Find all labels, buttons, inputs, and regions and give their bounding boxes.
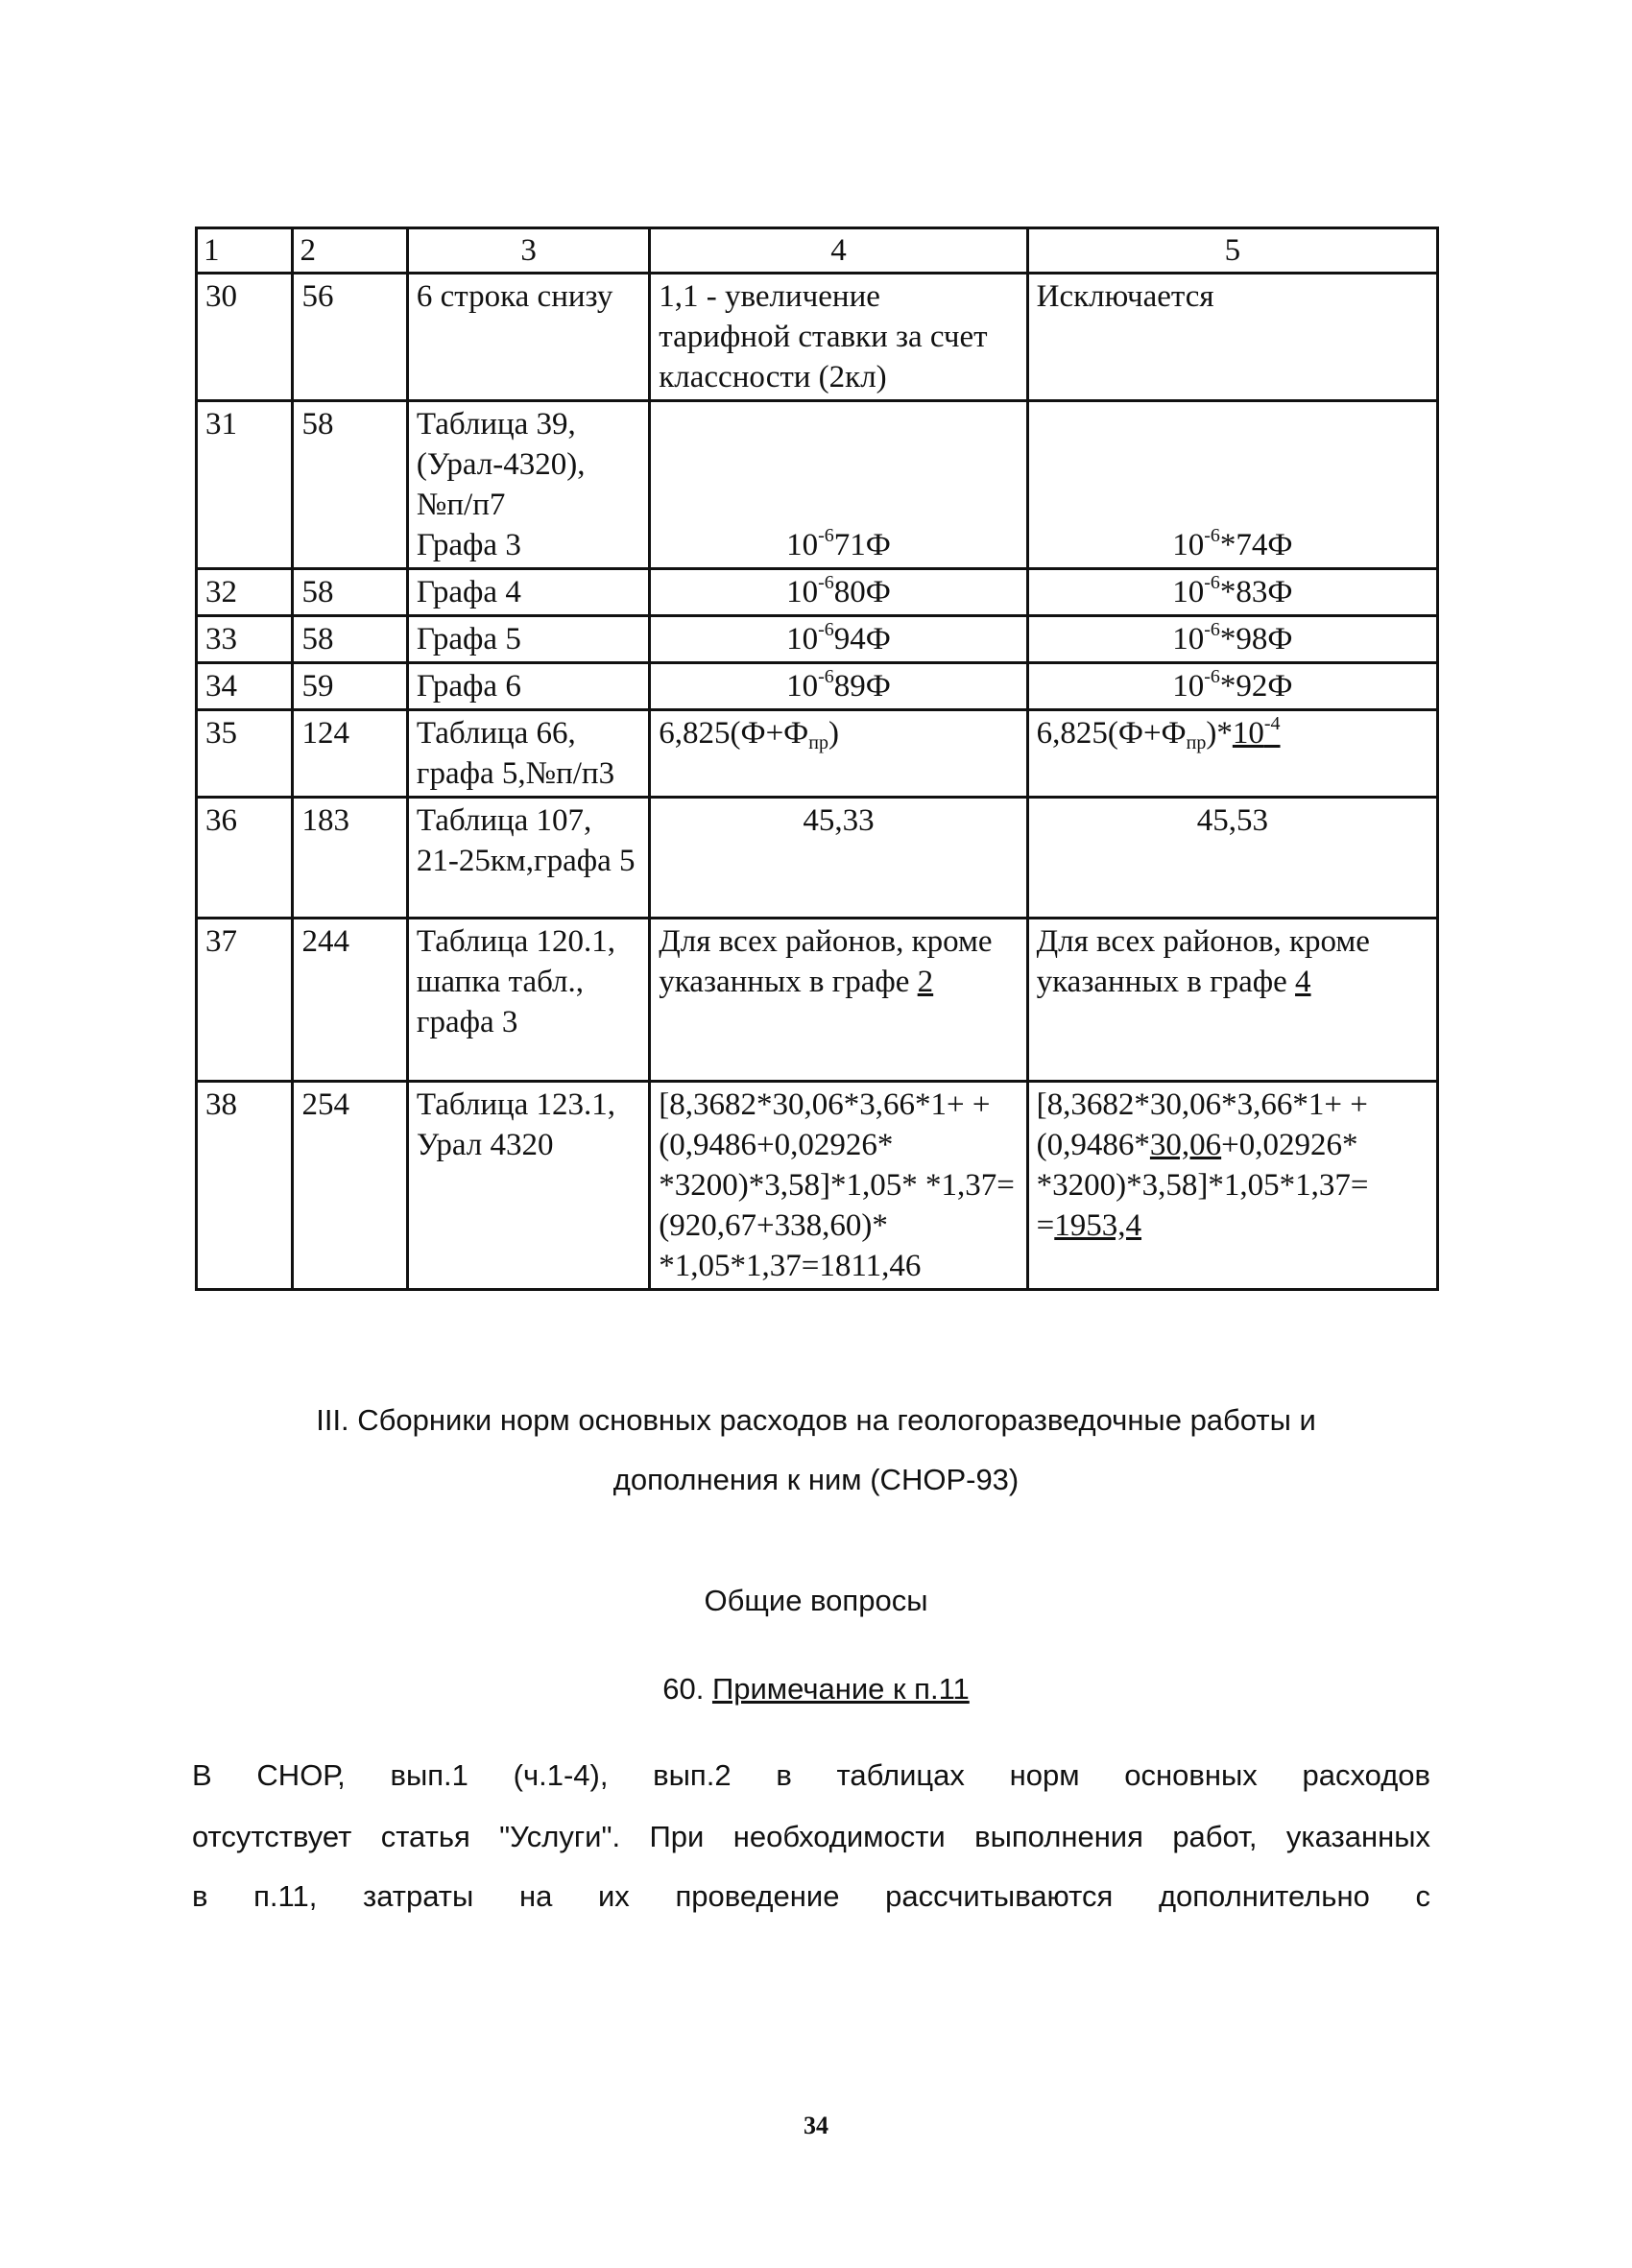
row-number: 36 <box>197 798 293 919</box>
location-cell: Графа 6 <box>407 663 649 710</box>
item-heading <box>0 1672 1632 1707</box>
table-row <box>197 919 1438 1082</box>
page-cell: 58 <box>293 401 407 569</box>
page-cell: 124 <box>293 710 407 798</box>
printed-cell: 1,1 - увеличение тарифной ставки за счет классности (2кл) <box>650 274 1027 401</box>
paragraph-line: В СНОР, вып.1 (ч.1-4), вып.2 в таблицах норм основных расходов <box>192 1758 1430 1792</box>
table-row <box>197 663 1438 710</box>
printed-cell: [8,3682*30,06*3,66*1+ +(0,9486+0,02926* *3200)*3,58]*1,05* *1,37=(920,67+338,60)* *1,05*1,37=1811,46 <box>650 1082 1027 1290</box>
page-number: 34 <box>804 2112 828 2139</box>
item-title: Примечание к п.11 <box>711 1672 970 1706</box>
row-number: 35 <box>197 710 293 798</box>
page-cell: 244 <box>293 919 407 1082</box>
corrected-cell: Исключается <box>1027 274 1437 401</box>
location-column: Графа 3 <box>416 528 521 562</box>
corrections-table <box>195 227 1439 1291</box>
page-cell: 254 <box>293 1082 407 1290</box>
table-row <box>197 710 1438 798</box>
location-cell: Таблица 123.1, Урал 4320 <box>407 1082 649 1290</box>
corrections-table-container <box>195 227 1439 1291</box>
subheading: Общие вопросы <box>704 1584 928 1617</box>
corrected-cell: $10^{-6}*83Ф$ <box>1027 569 1437 616</box>
printed-cell: 45,33 <box>650 798 1027 919</box>
location-cell <box>407 401 649 569</box>
table-row <box>197 274 1438 401</box>
location-cell: Таблица 66, графа 5,№п/п3 <box>407 710 649 798</box>
row-number: 34 <box>197 663 293 710</box>
table-header-row <box>197 228 1438 274</box>
location-cell: Таблица 120.1, шапка табл., графа 3 <box>407 919 649 1082</box>
row-number: 32 <box>197 569 293 616</box>
row-number: 38 <box>197 1082 293 1290</box>
header-cell: 2 <box>293 228 407 274</box>
table-row <box>197 569 1438 616</box>
row-number: 33 <box>197 616 293 663</box>
corrected-cell: [8,3682*30,06*3,66*1+ +(0,9486*30,06+0,02926* *3200)*3,58]*1,05*1,37= =1953,4 <box>1027 1082 1437 1290</box>
row-number: 37 <box>197 919 293 1082</box>
item-number: 60. <box>662 1672 712 1706</box>
printed-cell: $6,825(Ф+Ф_{пр})$ <box>650 710 1027 798</box>
location-cell: Таблица 107, 21-25км,графа 5 <box>407 798 649 919</box>
corrected-cell: $10^{-6}*74Ф$ <box>1027 401 1437 569</box>
table-row <box>197 616 1438 663</box>
paragraph-line: отсутствует статья "Услуги". При необходимости выполнения работ, указанных <box>192 1820 1430 1853</box>
page-cell: 58 <box>293 616 407 663</box>
location-cell: 6 строка снизу <box>407 274 649 401</box>
page-cell: 183 <box>293 798 407 919</box>
printed-cell: $10^{-6}80Ф$ <box>650 569 1027 616</box>
header-cell: 4 <box>650 228 1027 274</box>
table-row <box>197 401 1438 569</box>
table-row <box>197 798 1438 919</box>
table-row <box>197 1082 1438 1290</box>
printed-cell: $10^{-6}89Ф$ <box>650 663 1027 710</box>
corrected-cell: Для всех районов, кроме указанных в графе 4 <box>1027 919 1437 1082</box>
location-cell: Графа 4 <box>407 569 649 616</box>
printed-cell: $10^{-6}94Ф$ <box>650 616 1027 663</box>
section-heading-line-2: дополнения к ним (СНОР-93) <box>612 1463 1020 1496</box>
section-heading-line-1: III. Сборники норм основных расходов на геологоразведочные работы и <box>316 1403 1316 1437</box>
row-number: 31 <box>197 401 293 569</box>
corrected-cell: $10^{-6}*98Ф$ <box>1027 616 1437 663</box>
page-cell: 59 <box>293 663 407 710</box>
corrected-cell: 45,53 <box>1027 798 1437 919</box>
paragraph-line: в п.11, затраты на их проведение рассчитываются дополнительно с <box>192 1879 1430 1913</box>
location-cell: Графа 5 <box>407 616 649 663</box>
header-cell: 1 <box>197 228 293 274</box>
printed-cell: Для всех районов, кроме указанных в графе 2 <box>650 919 1027 1082</box>
header-cell: 3 <box>407 228 649 274</box>
page-cell: 56 <box>293 274 407 401</box>
header-cell: 5 <box>1027 228 1437 274</box>
row-number: 30 <box>197 274 293 401</box>
corrected-cell: $10^{-6}*92Ф$ <box>1027 663 1437 710</box>
corrected-cell: $6,825(Ф+Ф_{пр})*10^{-4}$ <box>1027 710 1437 798</box>
page-cell: 58 <box>293 569 407 616</box>
printed-cell: $10^{-6}71Ф$ <box>650 401 1027 569</box>
location-text: Таблица 39, (Урал-4320), №п/п7 <box>416 407 586 522</box>
